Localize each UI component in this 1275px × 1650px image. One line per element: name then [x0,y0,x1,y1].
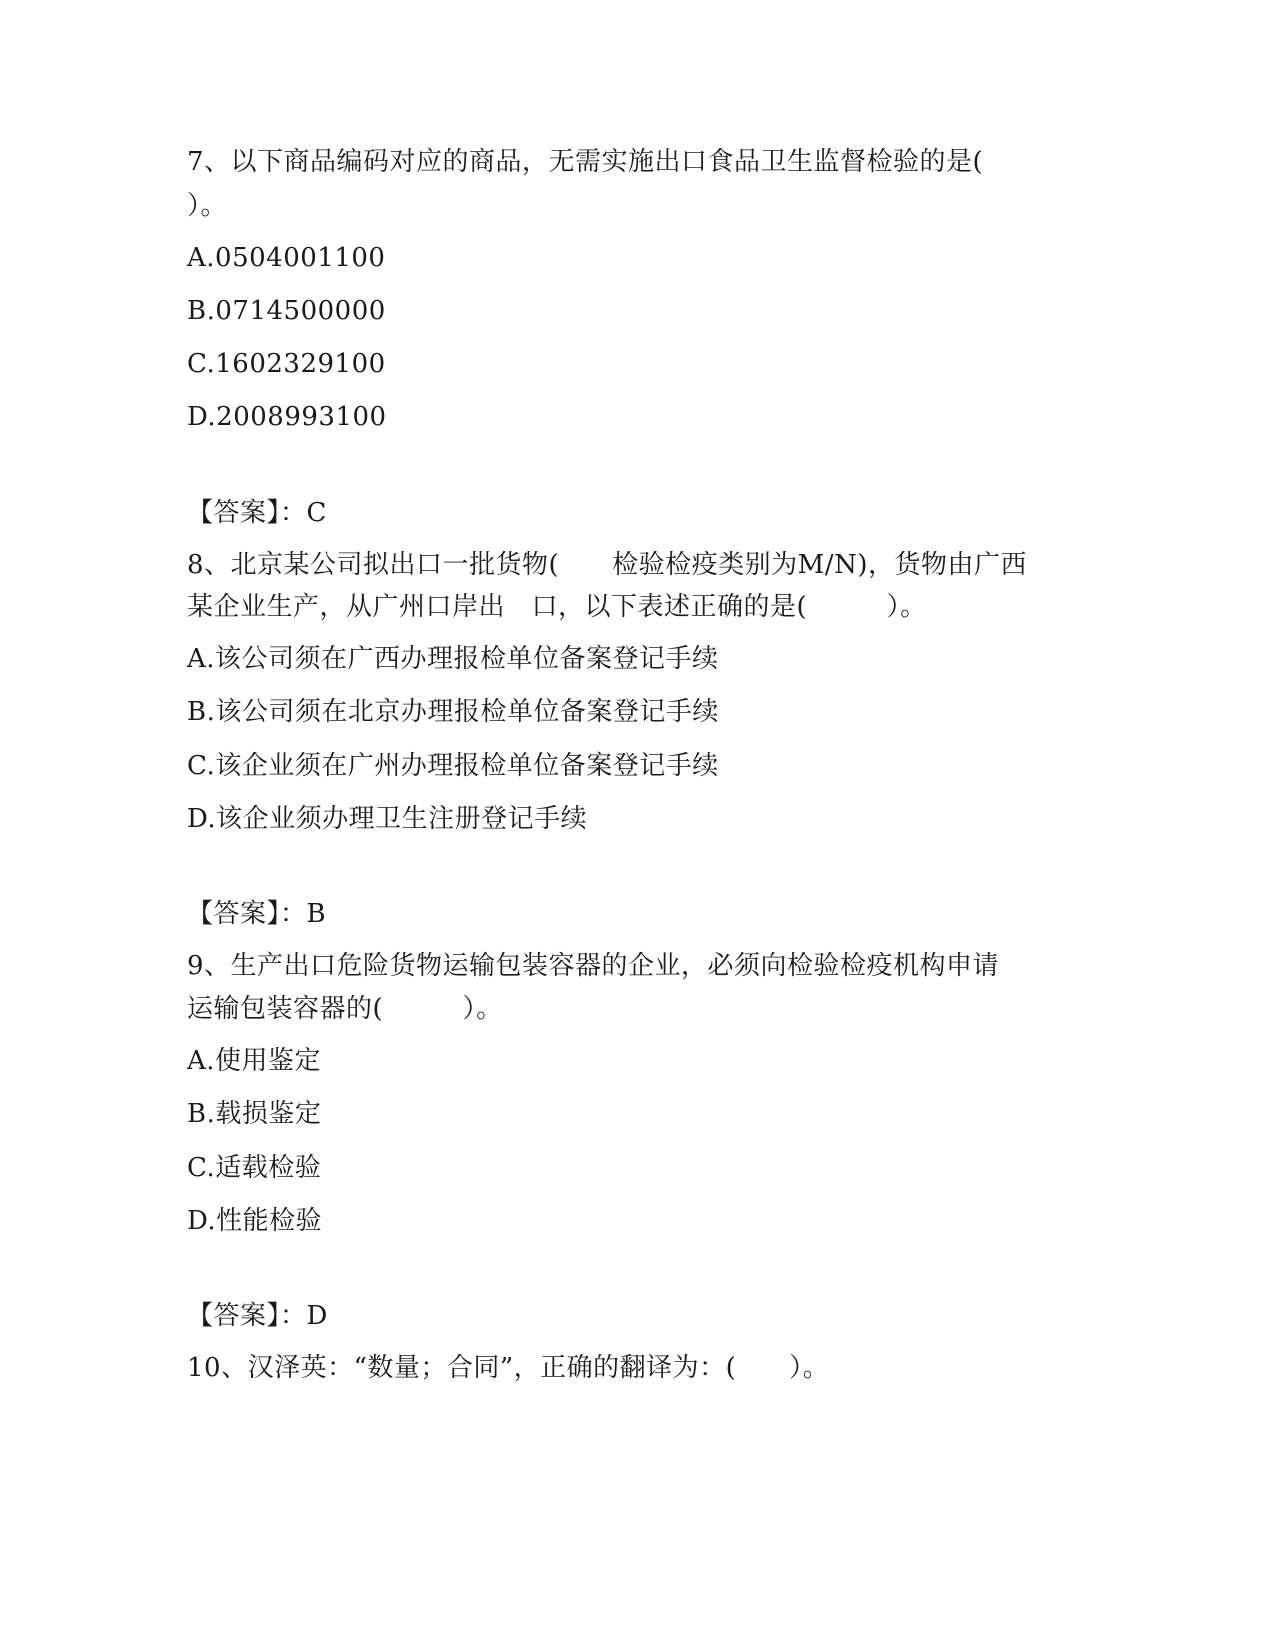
question-8-option-c: C.该企业须在广州办理报检单位备案登记手续 [187,751,719,781]
question-8-option-a: A.该公司须在广西办理报检单位备案登记手续 [187,644,719,674]
question-9-stem-line-2: 运输包装容器的( ）。 [187,994,503,1024]
question-9-option-c: C.适载检验 [187,1153,322,1183]
question-9-stem-line-1: 9、生产出口危险货物运输包装容器的企业，必须向检验检疫机构申请 [187,951,1000,981]
question-7-option-c: C.1602329100 [187,349,386,379]
question-7-option-d: D.2008993100 [187,402,387,432]
question-8-answer: 【答案】：B [187,899,327,929]
question-8-stem-line-2: 某企业生产，从广州口岸出 口，以下表述正确的是( ）。 [187,592,927,622]
question-9-option-b: B.载损鉴定 [187,1099,322,1129]
question-7-answer: 【答案】：C [187,498,327,528]
question-10-stem-line-1: 10、汉泽英：“数量；合同”，正确的翻译为：( ）。 [187,1353,830,1383]
question-9-option-d: D.性能检验 [187,1206,323,1236]
question-8-option-d: D.该企业须办理卫生注册登记手续 [187,804,588,834]
question-7-option-a: A.0504001100 [187,243,386,273]
question-8-option-b: B.该公司须在北京办理报检单位备案登记手续 [187,697,719,727]
question-8-stem-line-1: 8、北京某公司拟出口一批货物( 检验检疫类别为M/N)，货物由广西 [187,550,1027,580]
question-7-option-b: B.0714500000 [187,296,386,326]
question-9-answer: 【答案】：D [187,1301,328,1331]
question-9-option-a: A.使用鉴定 [187,1046,322,1076]
question-7-stem-line-1: 7、以下商品编码对应的商品，无需实施出口食品卫生监督检验的是( [187,147,984,177]
question-7-stem-line-2: ）。 [187,191,228,221]
